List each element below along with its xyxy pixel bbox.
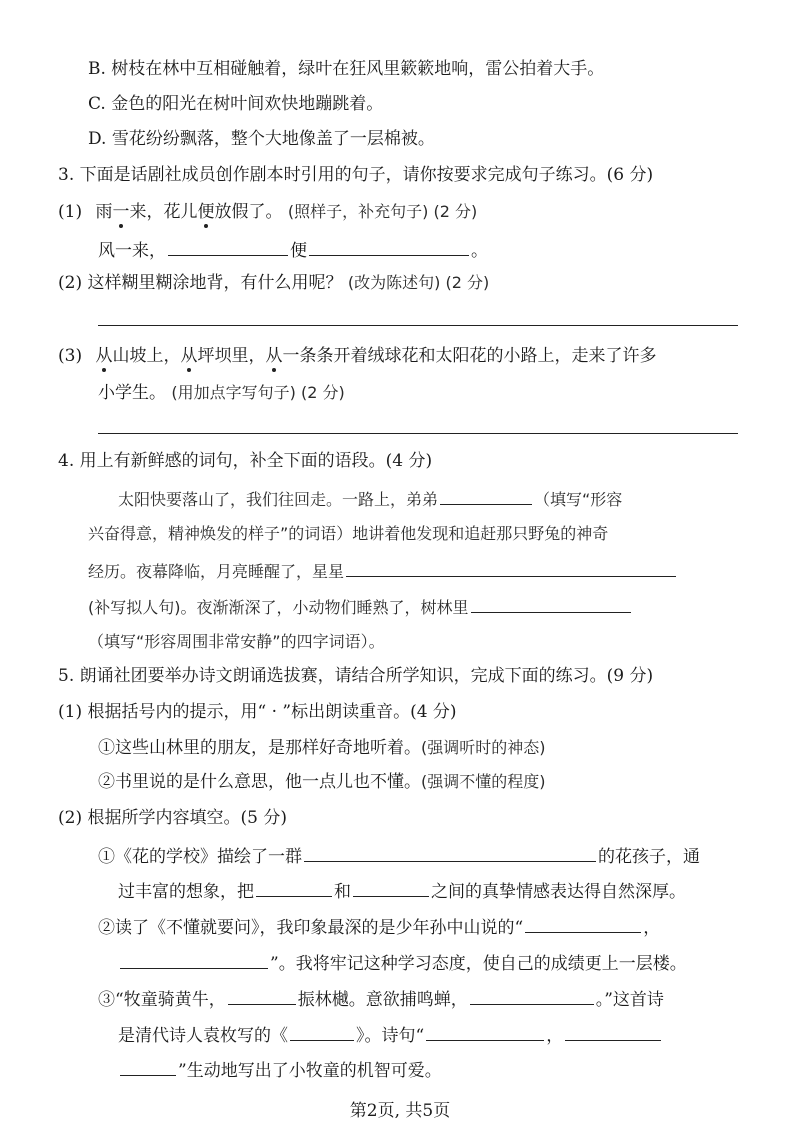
q5-item3-c: 。”这首诗	[595, 990, 664, 1010]
q5-item1-b: 的花孩子，通	[598, 847, 700, 867]
question-4-title: 4. 用上有新鲜感的词句，补全下面的语段。(4 分)	[58, 451, 433, 471]
q3-sub3-text-d: 坪坝里，	[197, 346, 266, 366]
q4-para-4: (补写拟人句)。夜渐渐深了，小动物们睡熟了，树林里	[88, 598, 469, 617]
q4-para-line2: 兴奋得意，精神焕发的样子”的词语）地讲着他发现和追赶那只野兔的神奇	[88, 524, 609, 543]
q3-sub3-text-f: 一条条开着绒球花和太阳花的小路上，走来了许多	[282, 346, 657, 366]
q4-para-3: 经历。夜幕降临，月亮睡醒了，星星	[88, 562, 345, 581]
q5-item1-e: 之间的真挚情感表达得自然深厚。	[431, 882, 686, 902]
q3-sub3-text-b: 山坡上，	[112, 346, 181, 366]
q5-item3-blank-5[interactable]	[565, 1022, 661, 1041]
q5-item2-blank-2[interactable]	[120, 950, 268, 969]
q3-sub1-fill-prefix: 风一来，	[98, 241, 166, 261]
q3-sub2-hint: (改为陈述句) (2 分)	[347, 273, 490, 292]
page-footer: 第2页, 共5页	[349, 1101, 451, 1121]
q5-sub1-item2	[98, 770, 546, 794]
q5-item1-c: 过丰富的想象，把	[118, 882, 254, 902]
q5-sub1-item1	[98, 736, 546, 760]
q5-item2-b: ，	[643, 918, 661, 938]
q5-item3-f: ，	[546, 1026, 564, 1046]
q5-item3-b: 振林樾。意欲捕鸣蝉，	[297, 990, 468, 1010]
q5-item2-line1	[98, 914, 660, 940]
q5-item3-e: 》。诗句“	[356, 1026, 425, 1046]
q5-sub1-item1-hint: (强调听时的神态)	[421, 738, 546, 757]
q5-item1-line2	[118, 878, 686, 904]
q5-item2-c: ”。我将牢记这种学习态度，使自己的成绩更上一层楼。	[270, 954, 687, 974]
q5-sub1-item2-text: ②书里说的是什么意思，他一点儿也不懂。	[98, 772, 421, 792]
q5-item3-blank-4[interactable]	[426, 1022, 544, 1041]
q3-sub1-hint: (照样子，补充句子) (2 分)	[287, 202, 478, 221]
q3-sub1-text-c: 来，花儿	[129, 202, 198, 222]
q5-item1-blank-2[interactable]	[256, 878, 332, 897]
q3-sub1-answer	[98, 237, 488, 263]
q5-item1-blank-1[interactable]	[304, 843, 596, 862]
q3-sub3	[58, 344, 657, 368]
q3-sub3-dotted-2: 从	[180, 346, 198, 366]
q5-item2-blank-1[interactable]	[525, 914, 641, 933]
q3-sub1-text-e: 放假了。	[214, 202, 283, 222]
q3-sub2-answer-line[interactable]	[98, 325, 738, 326]
q3-sub1-dotted-1: 一	[112, 202, 130, 222]
q4-para-1b: （填写“形容	[534, 490, 623, 509]
q4-para-line5: （填写“形容周围非常安静”的四字词语）。	[88, 632, 385, 651]
q5-item3-blank-6[interactable]	[120, 1057, 176, 1076]
q3-sub3-text-2: 小学生。	[98, 383, 166, 403]
q5-item3-d: 是清代诗人袁枚写的《	[118, 1026, 288, 1046]
option-d: D. 雪花纷纷飘落，整个大地像盖了一层棉被。	[88, 129, 435, 149]
q5-sub1-item1-text: ①这些山林里的朋友，是那样好奇地听着。	[98, 738, 421, 758]
q4-para-line1	[118, 486, 622, 512]
q5-item2-line2	[118, 950, 687, 976]
q3-sub3-dotted-3: 从	[265, 346, 283, 366]
q5-item3-line2	[118, 1022, 663, 1048]
q3-sub2-text: (2) 这样糊里糊涂地背，有什么用呢？	[58, 273, 343, 293]
q3-sub3-number: (3)	[58, 346, 83, 366]
q5-sub1-item2-hint: (强调不懂的程度)	[421, 772, 546, 791]
q5-item3-line1	[98, 986, 664, 1012]
q3-sub1-fill-mid: 便	[290, 241, 307, 261]
q4-para-line3	[88, 558, 678, 584]
q5-item1-blank-3[interactable]	[353, 878, 429, 897]
q5-item3-line3	[118, 1057, 442, 1083]
q4-para-line4	[88, 594, 633, 620]
q3-sub1-number: (1)	[58, 202, 83, 222]
option-c: C. 金色的阳光在树叶间欢快地蹦跳着。	[88, 94, 384, 114]
q3-sub3-dotted-1: 从	[95, 346, 113, 366]
option-b: B. 树枝在林中互相碰触着，绿叶在狂风里簌簌地响，雷公拍着大手。	[88, 59, 605, 79]
q5-sub1: (1) 根据括号内的提示，用“ · ”标出朗读重音。(4 分)	[58, 702, 457, 722]
q4-para-1a: 太阳快要落山了，我们往回走。一路上，弟弟	[118, 490, 439, 509]
q5-sub2: (2) 根据所学内容填空。(5 分)	[58, 808, 287, 828]
q4-blank-1[interactable]	[440, 486, 532, 505]
q5-item3-a: ③“牧童骑黄牛，	[98, 990, 226, 1010]
q3-sub1-text-a: 雨	[95, 202, 113, 222]
question-3-title: 3. 下面是话剧社成员创作剧本时引用的句子，请你按要求完成句子练习。(6 分)	[58, 165, 654, 185]
q3-sub3-answer-line[interactable]	[98, 433, 738, 434]
q3-sub3-hint: (用加点字写句子) (2 分)	[171, 383, 345, 402]
q5-item2-a: ②读了《不懂就要问》，我印象最深的是少年孙中山说的“	[98, 918, 524, 938]
q4-blank-2[interactable]	[346, 558, 676, 577]
q5-item3-blank-3[interactable]	[290, 1022, 354, 1041]
q3-sub2	[58, 271, 489, 295]
q3-sub1-blank-1[interactable]	[168, 237, 288, 256]
q3-sub1-dotted-2: 便	[197, 202, 215, 222]
q3-sub1	[58, 200, 477, 224]
question-5-title: 5. 朗诵社团要举办诗文朗诵选拔赛，请结合所学知识，完成下面的练习。(9 分)	[58, 666, 654, 686]
q5-item3-blank-1[interactable]	[228, 986, 296, 1005]
q4-blank-3[interactable]	[471, 594, 631, 613]
q5-item1-line1	[98, 843, 700, 869]
q5-item1-a: ①《花的学校》描绘了一群	[98, 847, 302, 867]
q5-item3-g: ”生动地写出了小牧童的机智可爱。	[178, 1061, 442, 1081]
q3-sub1-blank-2[interactable]	[309, 237, 469, 256]
q5-item1-d: 和	[334, 882, 351, 902]
q3-sub3-line2	[98, 381, 345, 405]
q5-item3-blank-2[interactable]	[470, 986, 594, 1005]
q3-sub1-fill-end: 。	[471, 241, 488, 261]
